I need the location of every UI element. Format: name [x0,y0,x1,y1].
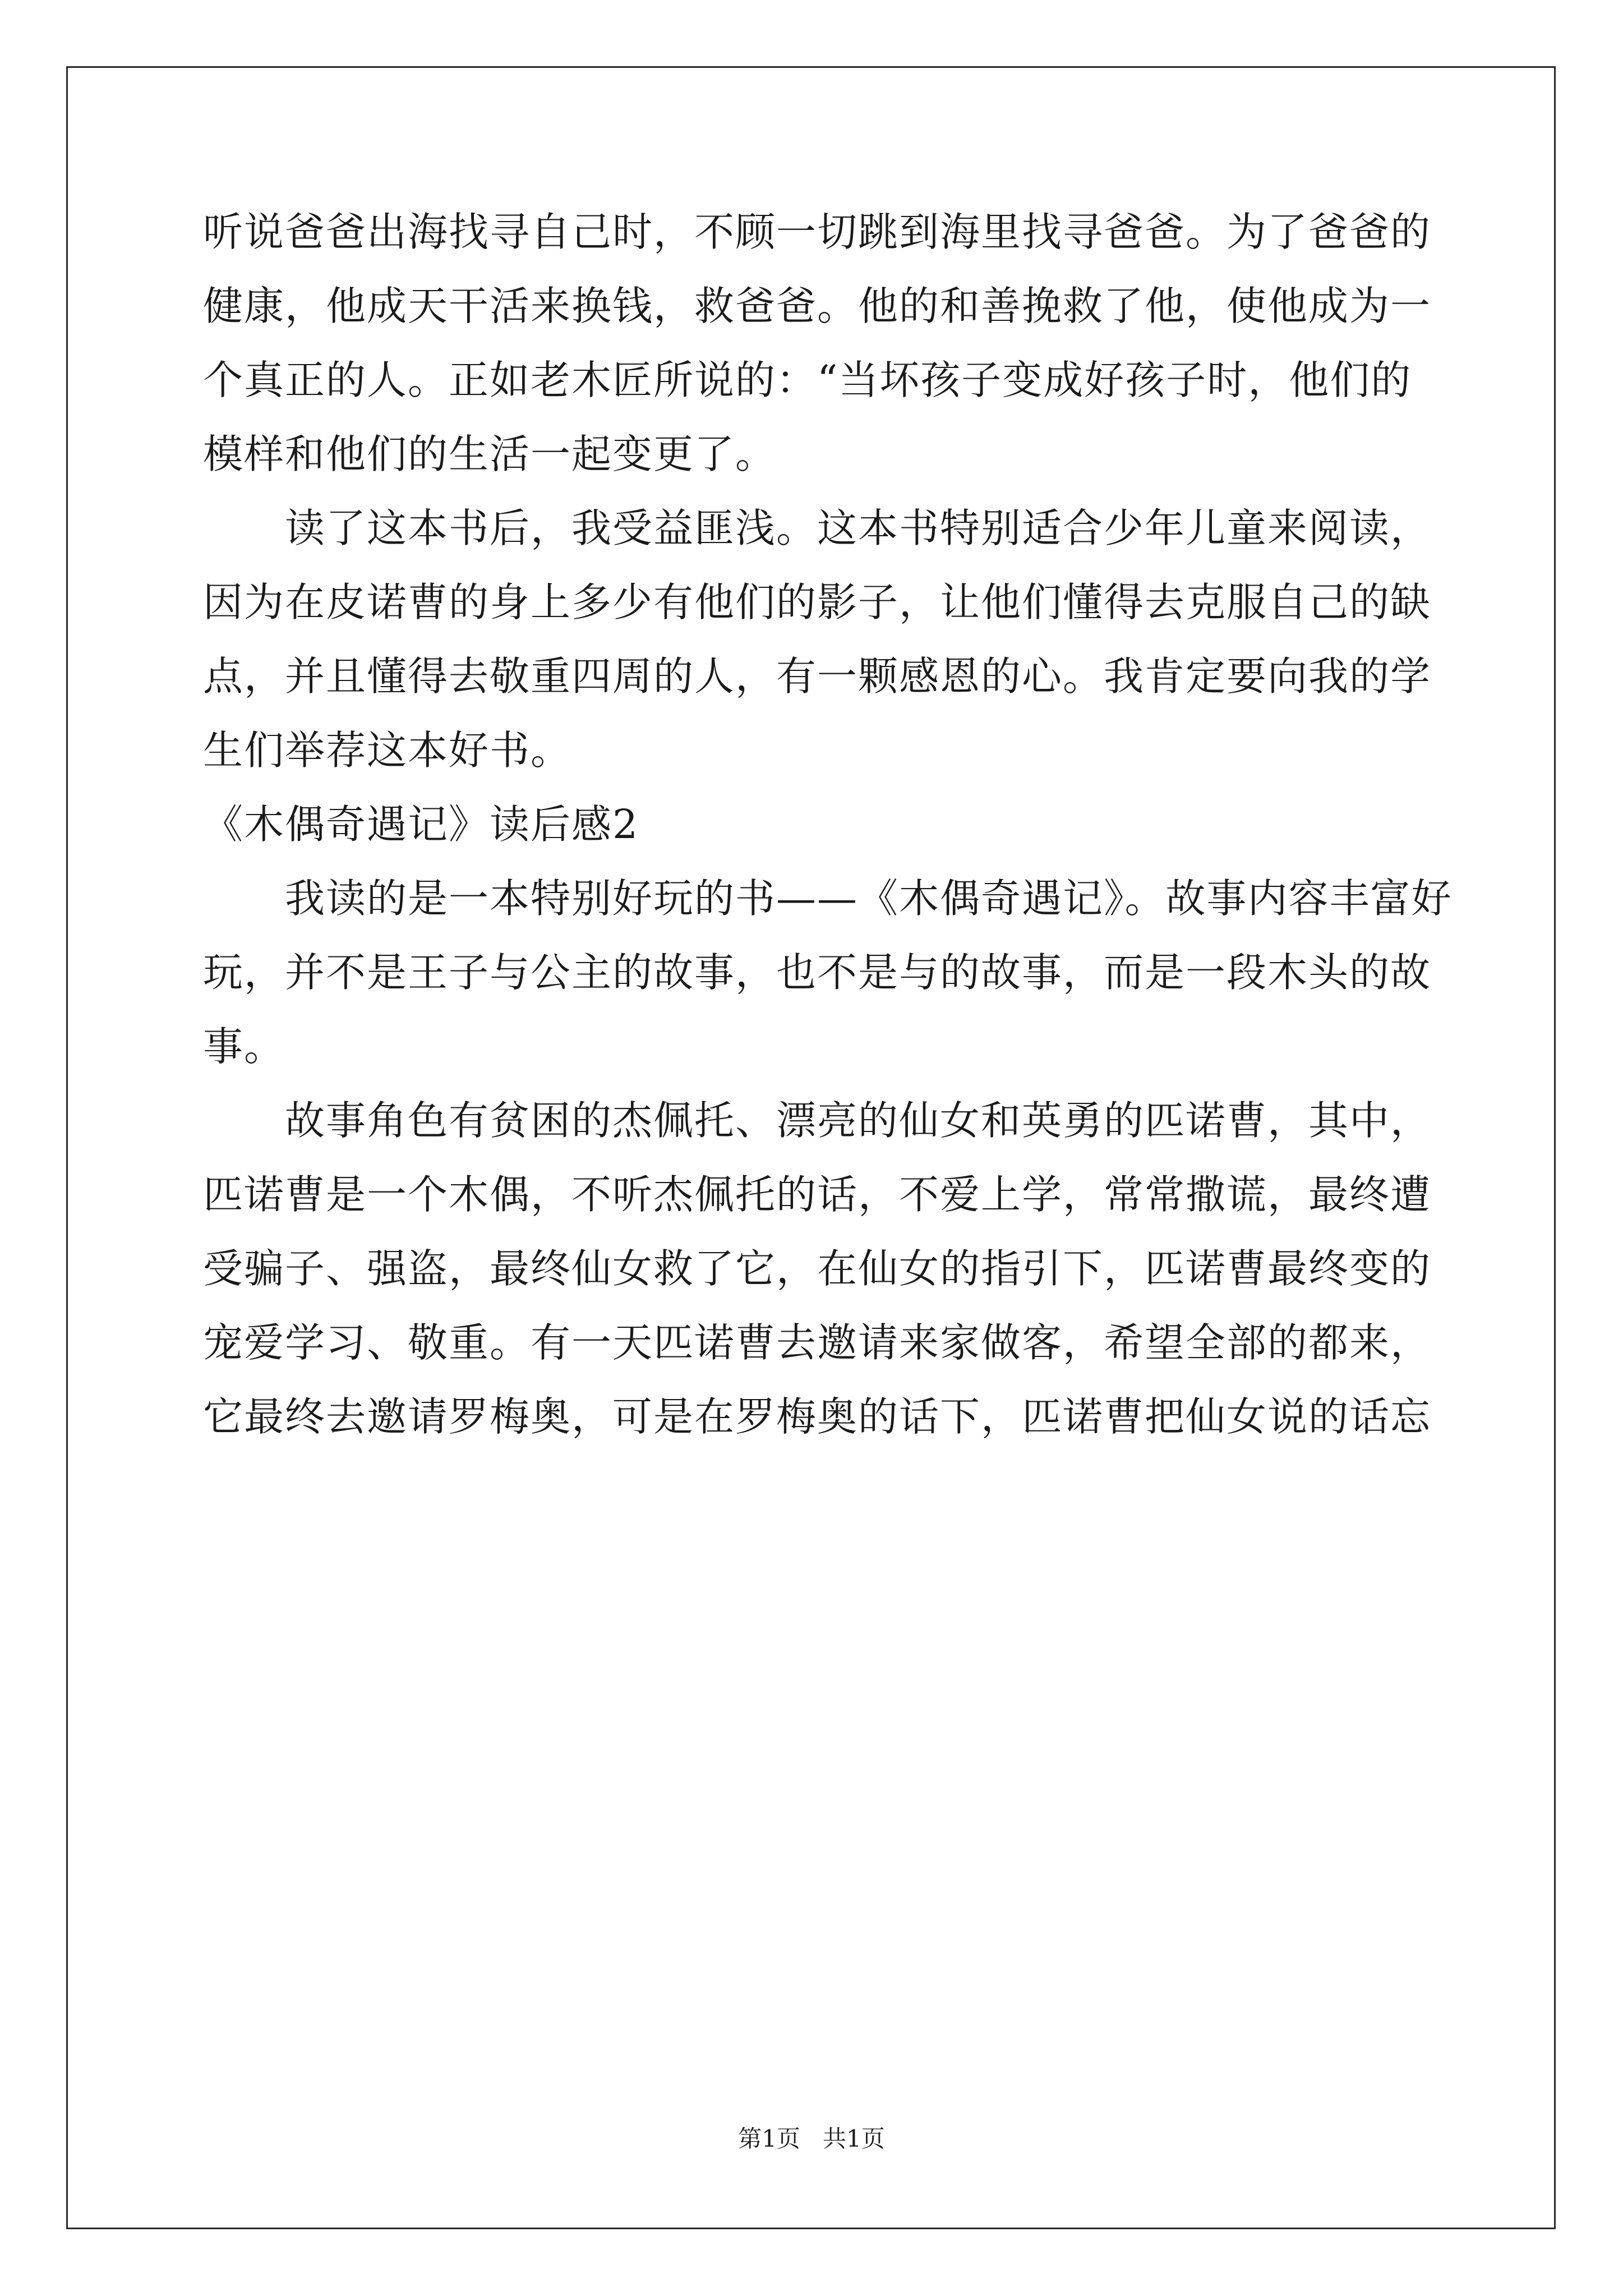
text-line: 我读的是一本特别好玩的书——《木偶奇遇记》。故事内容丰富好 [203,875,1453,922]
text-line: 听说爸爸出海找寻自己时，不顾一切跳到海里找寻爸爸。为了爸爸的 [203,209,1432,255]
page-footer: 第1页 共1页 [738,2125,885,2152]
text-line: 模样和他们的生活一起变更了。 [203,431,777,477]
text-line: 生们举荐这本好书。 [203,727,572,774]
text-line: 匹诺曹是一个木偶，不听杰佩托的话，不爱上学，常常撒谎，最终遭 [203,1171,1432,1218]
text-line: 受骗子、强盗，最终仙女救了它，在仙女的指引下，匹诺曹最终变的 [203,1245,1432,1292]
text-line: 它最终去邀请罗梅奥，可是在罗梅奥的话下，匹诺曹把仙女说的话忘 [203,1393,1432,1440]
text-line: 故事角色有贫困的杰佩托、漂亮的仙女和英勇的匹诺曹，其中， [203,1097,1432,1144]
text-line: 事。 [203,1023,285,1070]
text-line: 个真正的人。正如老木匠所说的：“当坏孩子变成好孩子时，他们的 [203,357,1412,403]
text-line: 玩，并不是王子与公主的故事，也不是与的故事，而是一段木头的故 [203,949,1432,996]
text-line: 点，并且懂得去敬重四周的人，有一颗感恩的心。我肯定要向我的学 [203,653,1432,700]
text-line: 因为在皮诺曹的身上多少有他们的影子，让他们懂得去克服自己的缺 [203,579,1432,625]
document-body [203,195,1453,1454]
text-line: 读了这本书后，我受益匪浅。这本书特别适合少年儿童来阅读， [203,505,1432,551]
text-line: 健康，他成天干活来换钱，救爸爸。他的和善挽救了他，使他成为一 [203,283,1432,329]
text-line: 宠爱学习、敬重。有一天匹诺曹去邀请来家做客，希望全部的都来， [203,1319,1432,1366]
section-heading: 《木偶奇遇记》读后感2 [203,801,639,848]
